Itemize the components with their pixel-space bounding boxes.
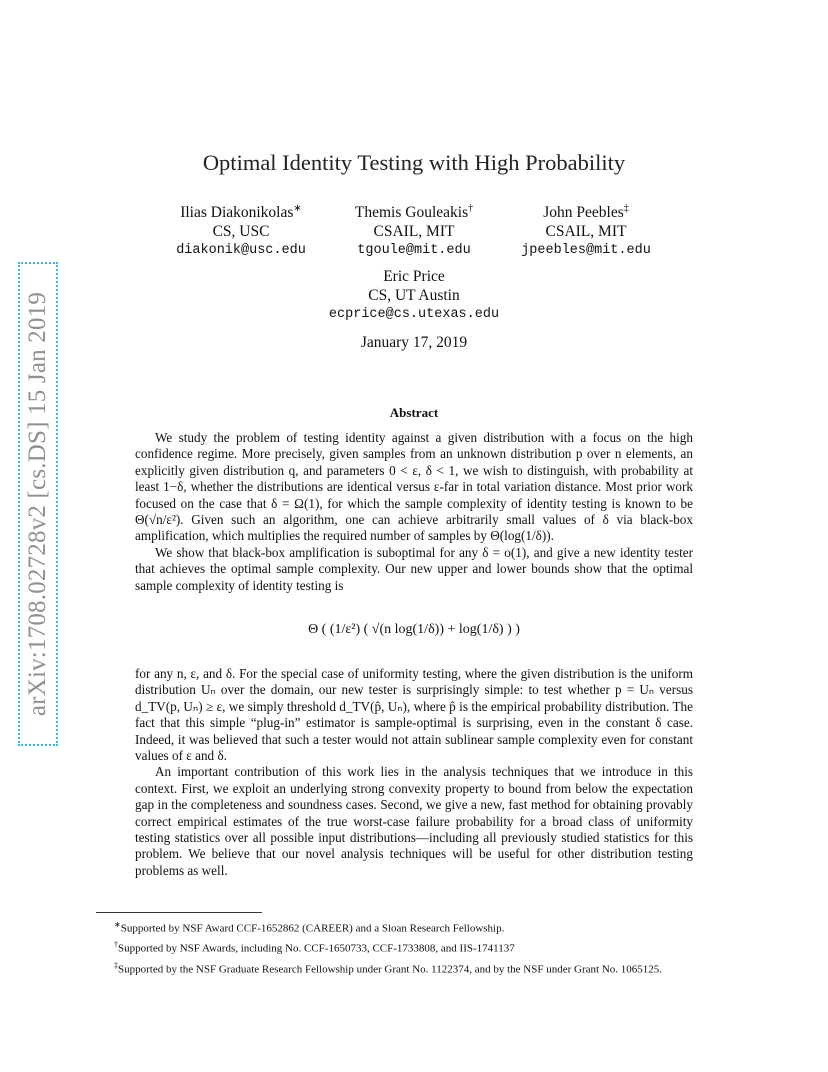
- footnote: [96, 958, 732, 978]
- arxiv-stamp-text: arXiv:1708.02728v2 [cs.DS] 15 Jan 2019: [24, 291, 51, 717]
- abstract-paragraph: We show that black-box amplification is suboptimal for any δ = o(1), and give a new identity tester that achieves the optimal sample complexity. Our new upper and lower bounds show that the optimal sample complexity of identity testing is: [135, 544, 693, 593]
- author-block: [476, 199, 696, 260]
- author-email: tgoule@mit.edu: [357, 243, 471, 259]
- footnote-mark: †: [114, 940, 118, 950]
- abstract-paragraph: for any n, ε, and δ. For the special case of uniformity testing, where the given distribution is the uniform distribution Uₙ over the domain, our new tester is surprisingly simple: to test whether p = Uₙ versus d_TV(p, Uₙ) ≥ ε, we simply threshold d_TV(p̂, Uₙ), where p̂ is the empirical probability distribution. The fact that this simple “plug-in” estimator is sample-optimal is surprising, even in the constant δ case. Indeed, it was believed that such a tester would not attain sublinear sample complexity even for constant values of ε and δ.: [135, 666, 693, 764]
- footnote-mark: ∗: [114, 920, 121, 929]
- author-name: John Peebles: [543, 204, 624, 222]
- footnote-text: Supported by the NSF Graduate Research Fellowship under Grant No. 1122374, and by the NSF under Grant No. 1065125.: [118, 963, 663, 976]
- abstract-heading: Abstract: [389, 405, 439, 420]
- author-affiliation: CS, UT Austin: [368, 287, 460, 305]
- author-name: Ilias Diakonikolas: [180, 204, 294, 222]
- author-name: Eric Price: [383, 268, 445, 286]
- paper-date: January 17, 2019: [360, 334, 468, 351]
- paper-title: Optimal Identity Testing with High Probability: [202, 150, 626, 175]
- author-email: ecprice@cs.utexas.edu: [328, 307, 500, 323]
- author-affiliation: CS, USC: [212, 223, 270, 241]
- author-mark: ‡: [623, 203, 629, 214]
- footnote-rule: [96, 912, 262, 913]
- author-affiliation: CSAIL, MIT: [373, 223, 455, 241]
- abstract-body-bottom: [135, 666, 693, 879]
- author-mark: †: [468, 203, 474, 214]
- footnotes: [96, 917, 732, 978]
- abstract-paragraph: We study the problem of testing identity against a given distribution with a focus on the high confidence regime. More precisely, given samples from an unknown distribution p over n elements, an explicitly given distribution q, and parameters 0 < ε, δ < 1, we wish to distinguish, with probability at least 1−δ, whether the distributions are identical versus ε-far in total variation distance. Most prior work focused on the case that δ = Ω(1), for which the sample complexity of identity testing is known to be Θ(√n/ε²). Given such an algorithm, one can achieve arbitrarily small values of δ via black-box amplification, which multiplies the required number of samples by Θ(log(1/δ)).: [135, 430, 693, 544]
- author-mark: ∗: [293, 203, 302, 214]
- author-email: jpeebles@mit.edu: [521, 243, 651, 259]
- abstract-body-top: [135, 430, 693, 594]
- display-formula: Θ ( (1/ε²) ( √(n log(1/δ)) + log(1/δ) ) ): [308, 622, 520, 637]
- author-block: [304, 263, 524, 324]
- footnote: [96, 937, 732, 957]
- abstract-paragraph: An important contribution of this work lies in the analysis techniques that we introduce in this context. First, we exploit an underlying strong convexity property to bound from below the expectation gap in the completeness and soundness cases. Second, we give a new, fast method for obtaining provably correct empirical estimates of the true worst-case failure probability for a broad class of uniformity testing statistics over all possible input distributions—including all previously studied statistics for this problem. We believe that our novel analysis techniques will be useful for other distribution testing problems as well.: [135, 764, 693, 878]
- author-email: diakonik@usc.edu: [176, 243, 306, 259]
- author-affiliation: CSAIL, MIT: [545, 223, 627, 241]
- footnote: [96, 917, 732, 937]
- author-name: Themis Gouleakis: [354, 204, 469, 222]
- footnote-text: Supported by NSF Awards, including No. CCF-1650733, CCF-1733808, and IIS-1741137: [118, 942, 515, 955]
- footnote-text: Supported by NSF Award CCF-1652862 (CAREER) and a Sloan Research Fellowship.: [120, 922, 505, 935]
- footnote-mark: ‡: [114, 960, 118, 970]
